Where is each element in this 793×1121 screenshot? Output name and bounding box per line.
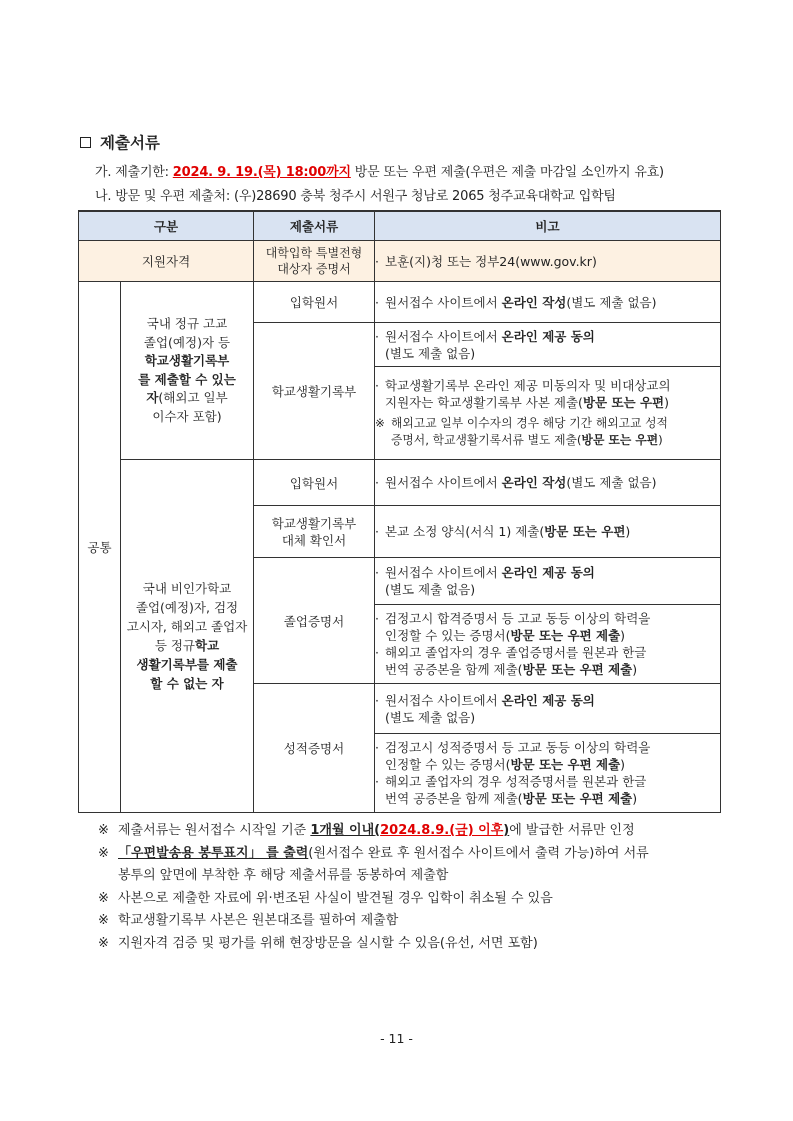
note-item-continuation: 봉투의 앞면에 부착한 후 해당 제출서류를 동봉하여 제출함: [118, 868, 449, 883]
group1-app-note: · 원서접수 사이트에서 온라인 작성(별도 제출 없음): [375, 282, 721, 323]
deadline-date: 2024. 9. 19.(목) 18:00까지: [172, 165, 351, 180]
group1-record-note2: · 학교생활기록부 온라인 제공 미동의자 및 비대상교의 지원자는 학교생활기록부 사본 제출(방문 또는 우편) ※ 해외고교 일부 이수자의 경우 해당 기간 해외고교 성적 증명서, 학교생활기록서류 별도 제출(방문 또는 우편): [375, 367, 721, 460]
notes-list: [98, 820, 723, 955]
group2-score-note2: · 검정고시 성적증명서 등 고교 동등 이상의 학력을 인정할 수 있는 증명서(방문 또는 우편 제출) · 해외고 졸업자의 경우 성적증명서를 원본과 한글 번역 공증본을 함께 제출(방문 또는 우편 제출): [375, 734, 721, 813]
note-item: ※ 「우편발송용 봉투표지」 를 출력(원서접수 완료 후 원서접수 사이트에서 출력 가능)하여 서류: [98, 845, 649, 861]
qualification-label: 지원자격: [79, 241, 254, 282]
qualification-note: · 보훈(지)청 또는 정부24(www.gov.kr): [375, 241, 721, 282]
group2-substitute-note: · 본교 소정 양식(서식 1) 제출(방문 또는 우편): [375, 506, 721, 558]
group1-label: 국내 정규 고교 졸업(예정)자 등 학교생활기록부 를 제출할 수 있는 자(해외고 일부 이수자 포함): [121, 282, 254, 460]
group2-app-doc: 입학원서: [254, 460, 375, 506]
group2-score-doc: 성적증명서: [254, 684, 375, 813]
table-row: [79, 460, 721, 506]
table-header-row: [79, 211, 721, 241]
group1-app-doc: 입학원서: [254, 282, 375, 323]
group2-app-note: · 원서접수 사이트에서 온라인 작성(별도 제출 없음): [375, 460, 721, 506]
group2-label: 국내 비인가학교 졸업(예정)자, 검정 고시자, 해외고 졸업자 등 정규학교 생활기록부를 제출 할 수 없는 자: [121, 460, 254, 813]
group1-record-note1: · 원서접수 사이트에서 온라인 제공 동의 (별도 제출 없음): [375, 323, 721, 367]
checkbox-icon: [80, 137, 91, 148]
group2-grad-doc: 졸업증명서: [254, 558, 375, 684]
header-category: 구분: [79, 211, 254, 241]
common-label: 공통: [79, 282, 121, 813]
note-item: ※ 사본으로 제출한 자료에 위·변조된 사실이 발견될 경우 입학이 취소될 수 있음: [98, 890, 553, 906]
qualification-doc: 대학입학 특별전형 대상자 증명서: [254, 241, 375, 282]
group1-record-doc: 학교생활기록부: [254, 323, 375, 460]
address-line: 나. 방문 및 우편 제출처: (우)28690 충북 청주시 서원구 청남로 2065 청주교육대학교 입학팀: [95, 189, 616, 204]
documents-table: [78, 210, 721, 813]
note-item: ※ 지원자격 검증 및 평가를 위해 현장방문을 실시할 수 있음(유선, 서면 포함): [98, 935, 538, 951]
header-remarks: 비고: [375, 211, 721, 241]
group2-score-note1: · 원서접수 사이트에서 온라인 제공 동의 (별도 제출 없음): [375, 684, 721, 734]
group2-grad-note2: · 검정고시 합격증명서 등 고교 동등 이상의 학력을 인정할 수 있는 증명서(방문 또는 우편 제출) · 해외고 졸업자의 경우 졸업증명서를 원본과 한글 번역 공증본을 함께 제출(방문 또는 우편 제출): [375, 605, 721, 684]
group2-substitute-doc: 학교생활기록부 대체 확인서: [254, 506, 375, 558]
page-number: - 11 -: [380, 1031, 413, 1046]
deadline-line: 가. 제출기한: 2024. 9. 19.(목) 18:00까지 방문 또는 우편 제출(우편은 제출 마감일 소인까지 유효): [95, 165, 664, 180]
section-title-text: 제출서류: [100, 134, 160, 152]
note-item: ※ 제출서류는 원서접수 시작일 기준 1개월 이내(2024.8.9.(금) 이후)에 발급한 서류만 인정: [98, 823, 635, 838]
group2-grad-note1: · 원서접수 사이트에서 온라인 제공 동의 (별도 제출 없음): [375, 558, 721, 605]
table-row: [79, 241, 721, 282]
note-item: ※ 학교생활기록부 사본은 원본대조를 필하여 제출함: [98, 913, 399, 928]
section-title: [80, 131, 160, 153]
table-row: [79, 282, 721, 323]
header-documents: 제출서류: [254, 211, 375, 241]
